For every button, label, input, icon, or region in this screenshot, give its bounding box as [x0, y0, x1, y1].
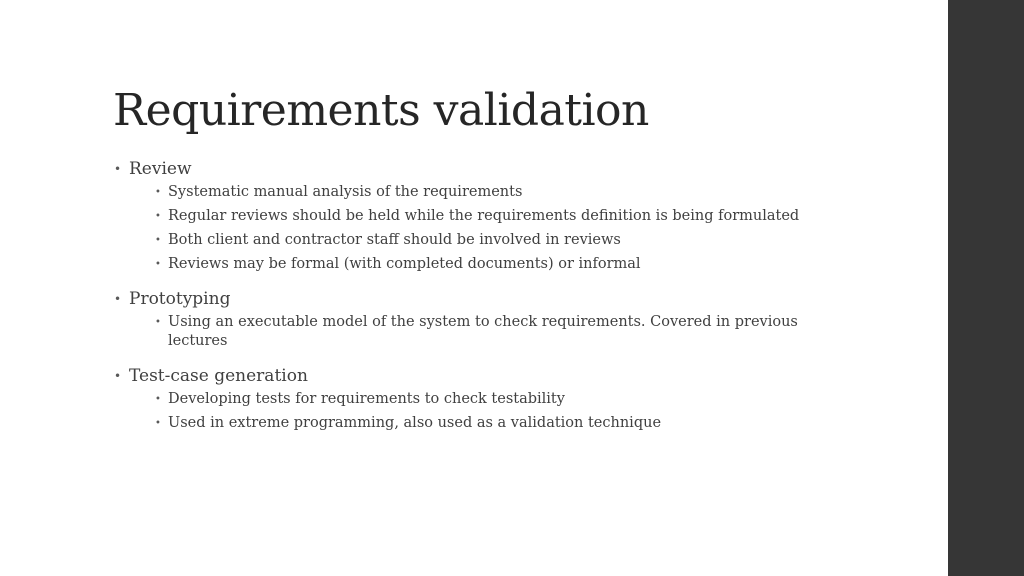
bullet-section-prototyping: [113, 288, 833, 351]
sub-bullet-item: [152, 313, 833, 351]
sub-bullet-dot-icon: •: [155, 394, 161, 405]
sub-bullet-text: Regular reviews should be held while the requirements definition is being formulated: [168, 208, 800, 224]
bullet-dot-icon: •: [114, 292, 122, 306]
sub-bullet-item: [152, 255, 833, 274]
sub-bullet-text: Developing tests for requirements to check testability: [168, 391, 565, 407]
sub-bullet-dot-icon: •: [155, 187, 161, 198]
sub-bullet-text: Both client and contractor staff should be involved in reviews: [168, 232, 621, 248]
sub-bullet-dot-icon: •: [155, 235, 161, 246]
sub-bullet-item: [152, 183, 833, 202]
sub-bullet-dot-icon: •: [155, 259, 161, 270]
bullet-dot-icon: •: [114, 369, 122, 383]
slide-title: Requirements validation: [113, 85, 649, 136]
sub-bullet-text: Using an executable model of the system to check requirements. Covered in previous lectures: [168, 314, 798, 349]
sub-bullet-dot-icon: •: [155, 317, 161, 328]
slide-body: [113, 158, 833, 447]
bullet-section-review: [113, 158, 833, 274]
sub-bullet-item: [152, 231, 833, 250]
sub-bullet-dot-icon: •: [155, 418, 161, 429]
sub-bullet-dot-icon: •: [155, 211, 161, 222]
sub-bullet-list: [129, 183, 833, 274]
sub-bullet-text: Used in extreme programming, also used as a validation technique: [168, 415, 662, 431]
sub-bullet-list: [129, 313, 833, 351]
sub-bullet-item: [152, 390, 833, 409]
bullet-heading: Review: [129, 159, 192, 179]
bullet-heading: Prototyping: [129, 289, 231, 309]
sub-bullet-text: Reviews may be formal (with completed documents) or informal: [168, 256, 641, 272]
sub-bullet-item: [152, 207, 833, 226]
bullet-list: [113, 158, 833, 433]
sub-bullet-text: Systematic manual analysis of the requirements: [168, 184, 523, 200]
bullet-section-test-case-generation: [113, 365, 833, 433]
side-accent-band: [948, 0, 1024, 576]
bullet-heading: Test-case generation: [129, 366, 308, 386]
sub-bullet-list: [129, 390, 833, 433]
sub-bullet-item: [152, 414, 833, 433]
bullet-dot-icon: •: [114, 162, 122, 176]
